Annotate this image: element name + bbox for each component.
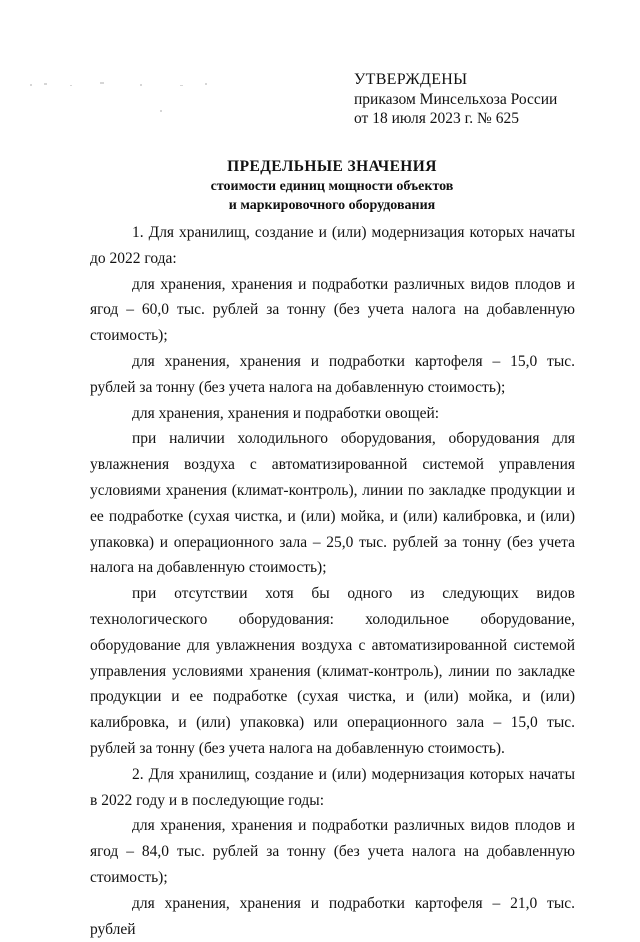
approval-date: от 18 июля 2023 г. № 625	[354, 110, 519, 127]
approval-order: приказом Минсельхоза России	[354, 90, 558, 108]
paragraph-6: при отсутствии хотя бы одного из следующих видов технологического оборудования: холодильное оборудование, оборудование для увлажнения воздуха с автоматизированной системой управления условиями хранения (климат-контроль), линии по закладке продукции и ее подработке (сухая чистка, и (или) мойка, и (или) калибровка, и (или) упаковка) или операционного зала – 15,0 тыс. рублей за тонну (без учета налога на добавленную стоимость).	[90, 585, 575, 757]
paragraph-9: для хранения, хранения и подработки картофеля – 21,0 тыс. рублей	[90, 894, 575, 938]
document-title	[90, 157, 574, 216]
approval-heading: УТВЕРЖДЕНЫ	[354, 71, 468, 88]
paragraph-8: для хранения, хранения и подработки различных видов плодов и ягод – 84,0 тыс. рублей за тонну (без учета налога на добавленную стоимость);	[90, 817, 575, 886]
paragraph-3: для хранения, хранения и подработки картофеля – 15,0 тыс. рублей за тонну (без учета налога на добавленную стоимость);	[90, 352, 575, 396]
paragraph-7: 2. Для хранилищ, создание и (или) модернизация которых начаты в 2022 году и в последующие годы:	[90, 765, 575, 809]
title-sub-2: и маркировочного оборудования	[228, 198, 436, 213]
paragraph-2: для хранения, хранения и подработки различных видов плодов и ягод – 60,0 тыс. рублей за тонну (без учета налога на добавленную стоимость);	[90, 275, 575, 345]
document-body	[90, 220, 575, 942]
paragraph-5: при наличии холодильного оборудования, оборудования для увлажнения воздуха с автоматизированной системой управления условиями хранения (климат-контроль), линии по закладке продукции и ее подработке (сухая чистка, и (или) мойка, и (или) калибровка, и (или) упаковка) и операционного зала – 25,0 тыс. рублей за тонну (без учета налога на добавленную стоимость);	[90, 430, 575, 577]
scan-noise-marks	[30, 80, 230, 120]
title-sub-1: стоимости единиц мощности объектов	[210, 178, 454, 194]
paragraph-1: 1. Для хранилищ, создание и (или) модернизация которых начаты до 2022 года:	[90, 224, 575, 267]
title-main: ПРЕДЕЛЬНЫЕ ЗНАЧЕНИЯ	[227, 158, 437, 175]
paragraph-4: для хранения, хранения и подработки овощей:	[132, 404, 440, 422]
approval-stamp	[354, 70, 614, 129]
